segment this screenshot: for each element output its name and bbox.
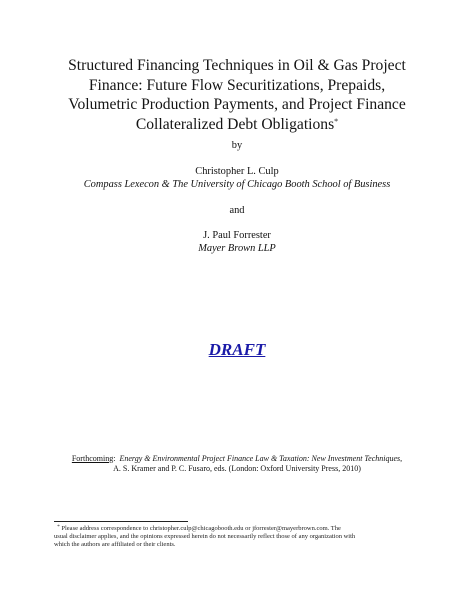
forthcoming-separator: : [113, 454, 116, 463]
footnote-line-3: which the authors are affiliated or their clients. [54, 541, 176, 549]
forthcoming-line-1: Forthcoming: Energy & Environmental Project Finance Law & Taxation: New Investment Techniques, [71, 454, 403, 463]
footnote-line-1 [54, 525, 426, 533]
draft-label: DRAFT [208, 340, 266, 359]
title-line-4 [30, 115, 444, 135]
by-label: by [231, 140, 243, 151]
forthcoming-book-title: Energy & Environmental Project Finance Law & Taxation: New Investment Techniques [119, 454, 401, 463]
paper-title [30, 56, 444, 134]
forthcoming-line-2: A. S. Kramer and P. C. Fusaro, eds. (London: Oxford University Press, 2010) [113, 464, 361, 473]
title-line-4-text: Collateralized Debt Obligations [135, 115, 335, 133]
and-label: and [229, 205, 245, 216]
author2-affiliation: Mayer Brown LLP [198, 243, 276, 254]
footnote-line-1-text: Please address correspondence to christopher.culp@chicagobooth.edu or jforrester@mayerbrown.com. The [61, 525, 341, 532]
footnote-marker: * [57, 525, 60, 530]
footnote-rule [54, 521, 188, 522]
forthcoming-label: Forthcoming [71, 454, 114, 463]
title-line-2: Finance: Future Flow Securitizations, Prepaids, [88, 76, 386, 94]
title-line-3: Volumetric Production Payments, and Project Finance [68, 96, 406, 113]
title-line-1: Structured Financing Techniques in Oil & Gas Project [68, 57, 406, 74]
footnote [54, 525, 426, 550]
author1-name: Christopher L. Culp [195, 166, 279, 177]
author1-affiliation: Compass Lexecon & The University of Chicago Booth School of Business [83, 179, 391, 190]
author2-name: J. Paul Forrester [203, 230, 271, 241]
footnote-line-2: usual disclaimer applies, and the opinions expressed herein do not necessarily reflect those of any organization with [54, 533, 356, 541]
title-footnote-marker: * [334, 116, 339, 126]
